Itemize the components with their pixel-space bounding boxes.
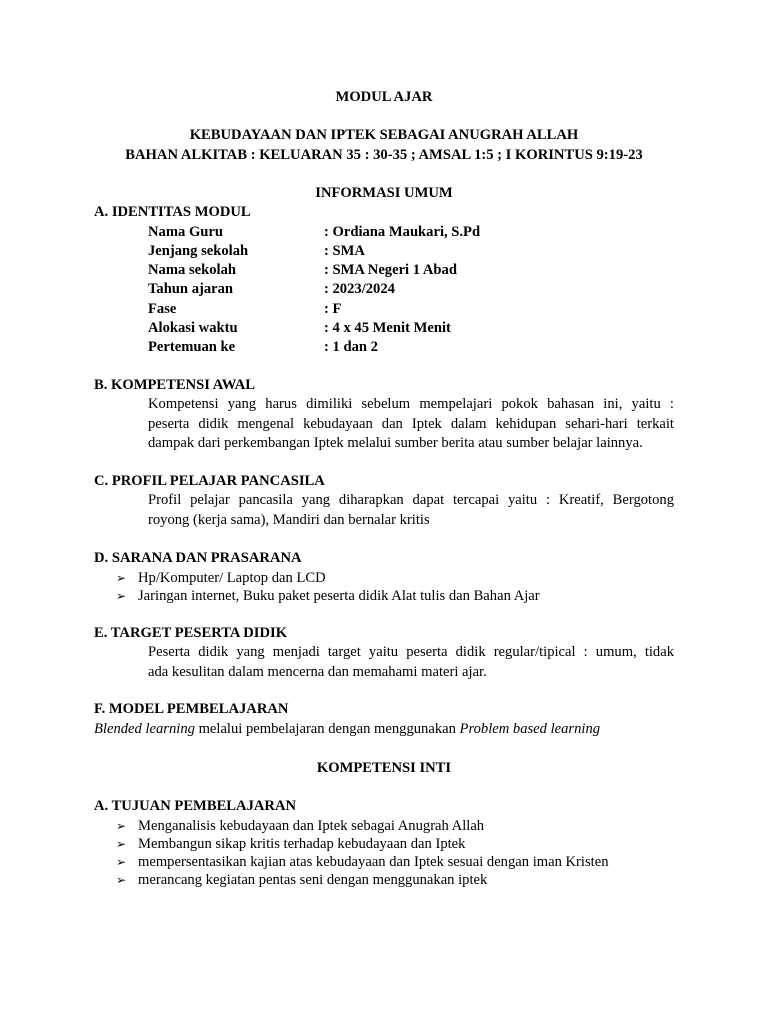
heading-tujuan-pembelajaran: A. TUJUAN PEMBELAJARAN (94, 798, 297, 814)
identity-value-tahun-ajaran: : 2023/2024 (324, 281, 395, 297)
list-item (116, 871, 487, 889)
list-item (116, 853, 609, 871)
arrow-bullet-icon: ➢ (116, 855, 127, 869)
paragraph-line: dampak dari perkembangan Iptek melalui sumber berita atau sumber belajar lainnya. (148, 435, 643, 451)
paragraph-line: ada kesulitan dalam mencerna dan memahami materi ajar. (148, 663, 487, 680)
list-item-text: Membangun sikap kritis terhadap kebudayaan dan Iptek (138, 836, 466, 852)
paragraph-line: Peserta didik yang menjadi target yaitu peserta didik regular/tipical : umum, tidak (148, 644, 674, 660)
identity-value-alokasi-waktu: : 4 x 45 Menit Menit (324, 320, 451, 336)
identity-label-pertemuan-ke: Pertemuan ke (148, 339, 236, 355)
heading-model-pembelajaran: F. MODEL PEMBELAJARAN (94, 701, 289, 717)
identity-value-fase: : F (324, 301, 342, 317)
identity-label-nama-guru: Nama Guru (148, 224, 223, 240)
heading-sarana-prasarana: D. SARANA DAN PRASARANA (94, 550, 302, 566)
identity-value-pertemuan-ke: : 1 dan 2 (324, 339, 378, 355)
arrow-bullet-icon: ➢ (116, 589, 127, 603)
paragraph-target-peserta-didik (148, 643, 674, 682)
identity-value-jenjang-sekolah: : SMA (324, 243, 365, 259)
section-heading-kompetensi-inti: KOMPETENSI INTI (316, 760, 452, 776)
heading-profil-pelajar-pancasila: C. PROFIL PELAJAR PANCASILA (94, 473, 325, 489)
identity-label-nama-sekolah: Nama sekolah (148, 262, 236, 278)
paragraph-line: royong (kerja sama), Mandiri dan bernalar kritis (148, 511, 430, 528)
arrow-bullet-icon: ➢ (116, 819, 127, 833)
list-item-text: Jaringan internet, Buku paket peserta didik Alat tulis dan Bahan Ajar (138, 588, 540, 604)
document-title: MODUL AJAR (335, 89, 433, 105)
identity-label-jenjang-sekolah: Jenjang sekolah (148, 243, 249, 259)
heading-target-peserta-didik: E. TARGET PESERTA DIDIK (94, 625, 288, 641)
list-item (116, 835, 465, 853)
identity-value-nama-guru: : Ordiana Maukari, S.Pd (324, 224, 481, 240)
arrow-bullet-icon: ➢ (116, 873, 127, 887)
section-heading-informasi-umum: INFORMASI UMUM (315, 185, 453, 201)
list-item-text: mempersentasikan kajian atas kebudayaan dan Iptek sesuai dengan iman Kristen (138, 854, 609, 870)
list-item (116, 569, 326, 587)
identity-label-fase: Fase (148, 301, 177, 317)
paragraph-kompetensi-awal (148, 395, 674, 454)
list-item (116, 587, 540, 605)
paragraph-line: Profil pelajar pancasila yang diharapkan dapat tercapai yaitu : Kreatif, Bergotong (148, 492, 674, 508)
arrow-bullet-icon: ➢ (116, 571, 127, 585)
paragraph-line: peserta didik mengenal kebudayaan dan Iptek dalam kehidupan sehari-hari terkait (148, 415, 674, 432)
identity-label-tahun-ajaran: Tahun ajaran (148, 281, 234, 297)
list-item (116, 817, 484, 835)
paragraph-profil-pelajar-pancasila (148, 491, 674, 530)
italic-term-blended-learning: Blended learning (94, 721, 195, 737)
identity-label-alokasi-waktu: Alokasi waktu (148, 320, 238, 336)
identity-value-nama-sekolah: : SMA Negeri 1 Abad (324, 262, 457, 278)
paragraph-line: Kompetensi yang harus dimiliki sebelum mempelajari pokok bahasan ini, yaitu : (148, 396, 674, 412)
italic-term-problem-based-learning: Problem based learning (459, 721, 601, 737)
heading-identitas-modul: A. IDENTITAS MODUL (94, 204, 251, 220)
document-subtitle-scripture: BAHAN ALKITAB : KELUARAN 35 : 30-35 ; AMSAL 1:5 ; I KORINTUS 9:19-23 (125, 147, 643, 163)
list-item-text: Menganalisis kebudayaan dan Iptek sebagai Anugrah Allah (138, 818, 485, 834)
list-item-text: merancang kegiatan pentas seni dengan menggunakan iptek (138, 872, 488, 888)
heading-kompetensi-awal: B. KOMPETENSI AWAL (94, 377, 255, 393)
document-subtitle-topic: KEBUDAYAAN DAN IPTEK SEBAGAI ANUGRAH ALLAH (189, 127, 579, 143)
model-pembelajaran-text (94, 720, 600, 738)
list-item-text: Hp/Komputer/ Laptop dan LCD (138, 570, 326, 586)
model-text-normal: melalui pembelajaran dengan menggunakan (194, 721, 460, 737)
arrow-bullet-icon: ➢ (116, 837, 127, 851)
